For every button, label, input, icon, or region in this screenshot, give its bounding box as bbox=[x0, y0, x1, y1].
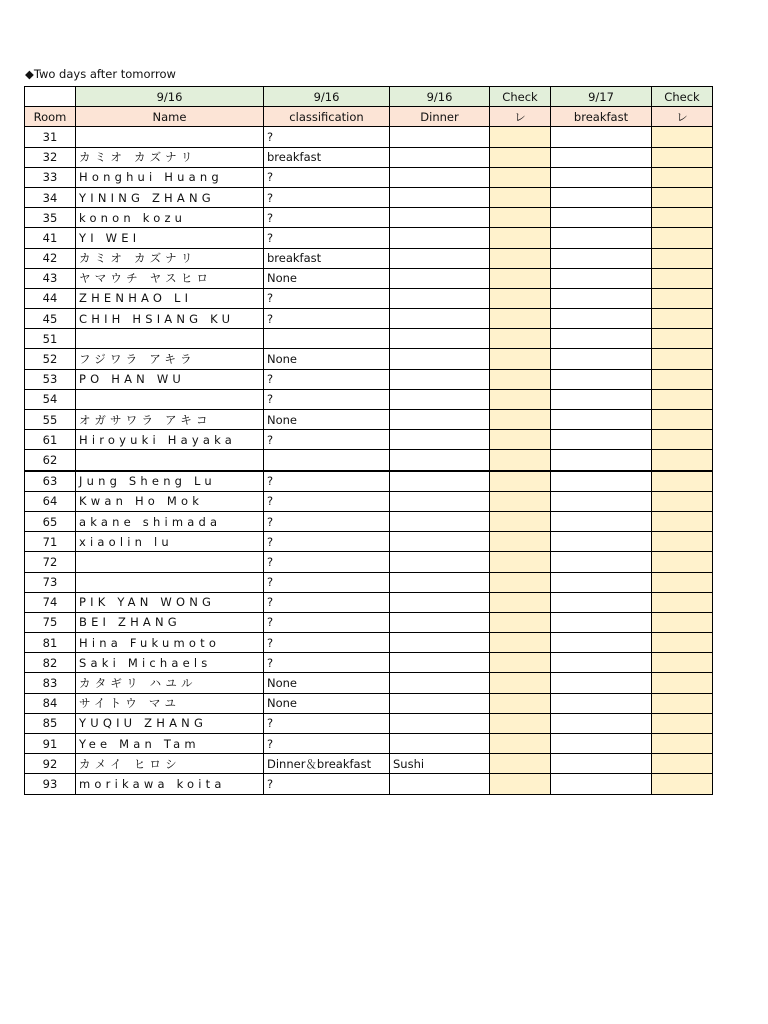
classification-cell[interactable]: ? bbox=[264, 532, 390, 552]
breakfast-cell[interactable] bbox=[551, 693, 652, 713]
breakfast-check-cell[interactable] bbox=[652, 693, 713, 713]
room-cell[interactable]: 73 bbox=[25, 572, 76, 592]
dinner-check-cell[interactable] bbox=[490, 369, 551, 389]
breakfast-check-cell[interactable] bbox=[652, 511, 713, 531]
dinner-cell[interactable] bbox=[390, 369, 490, 389]
table-row bbox=[25, 268, 713, 288]
table-row bbox=[25, 349, 713, 369]
dinner-cell[interactable] bbox=[390, 450, 490, 471]
classification-cell[interactable]: ? bbox=[264, 187, 390, 207]
breakfast-check-cell[interactable] bbox=[652, 471, 713, 492]
table-row bbox=[25, 248, 713, 268]
breakfast-cell[interactable] bbox=[551, 167, 652, 187]
classification-cell[interactable]: ? bbox=[264, 471, 390, 492]
dinner-check-cell[interactable] bbox=[490, 430, 551, 450]
name-cell[interactable] bbox=[76, 389, 264, 409]
table-row bbox=[25, 572, 713, 592]
classification-cell[interactable]: ? bbox=[264, 774, 390, 794]
name-cell[interactable]: カタギリ ハユル bbox=[76, 673, 264, 693]
breakfast-cell[interactable] bbox=[551, 713, 652, 733]
dinner-check-cell[interactable] bbox=[490, 349, 551, 369]
name-cell[interactable]: konon kozu bbox=[76, 208, 264, 228]
name-cell[interactable]: Honghui Huang bbox=[76, 167, 264, 187]
breakfast-cell[interactable] bbox=[551, 471, 652, 492]
room-cell[interactable]: 72 bbox=[25, 552, 76, 572]
dinner-check-cell[interactable] bbox=[490, 288, 551, 308]
breakfast-check-cell[interactable] bbox=[652, 309, 713, 329]
classification-cell[interactable]: ? bbox=[264, 369, 390, 389]
table-row bbox=[25, 369, 713, 389]
dinner-check-cell[interactable] bbox=[490, 410, 551, 430]
breakfast-check-cell[interactable] bbox=[652, 633, 713, 653]
dinner-check-cell[interactable] bbox=[490, 734, 551, 754]
breakfast-cell[interactable] bbox=[551, 511, 652, 531]
room-cell[interactable]: 64 bbox=[25, 491, 76, 511]
breakfast-cell[interactable] bbox=[551, 309, 652, 329]
breakfast-cell[interactable] bbox=[551, 127, 652, 147]
room-cell[interactable]: 74 bbox=[25, 592, 76, 612]
column-header-classification[interactable]: classification bbox=[264, 107, 390, 127]
date-header-check-breakfast[interactable]: Check bbox=[652, 87, 713, 107]
dinner-cell[interactable] bbox=[390, 147, 490, 167]
name-cell[interactable]: PO HAN WU bbox=[76, 369, 264, 389]
breakfast-cell[interactable] bbox=[551, 774, 652, 794]
table-row bbox=[25, 754, 713, 774]
dinner-check-cell[interactable] bbox=[490, 572, 551, 592]
classification-cell[interactable]: ? bbox=[264, 572, 390, 592]
dinner-check-cell[interactable] bbox=[490, 309, 551, 329]
name-cell[interactable]: フジワラ アキラ bbox=[76, 349, 264, 369]
breakfast-check-cell[interactable] bbox=[652, 127, 713, 147]
room-cell[interactable]: 61 bbox=[25, 430, 76, 450]
dinner-check-cell[interactable] bbox=[490, 693, 551, 713]
breakfast-check-cell[interactable] bbox=[652, 450, 713, 471]
table-row bbox=[25, 693, 713, 713]
table-row bbox=[25, 673, 713, 693]
name-cell[interactable]: YUQIU ZHANG bbox=[76, 713, 264, 733]
breakfast-cell[interactable] bbox=[551, 673, 652, 693]
breakfast-check-cell[interactable] bbox=[652, 754, 713, 774]
room-cell[interactable]: 52 bbox=[25, 349, 76, 369]
name-cell[interactable]: xiaolin lu bbox=[76, 532, 264, 552]
dinner-cell[interactable]: Sushi bbox=[390, 754, 490, 774]
table-row bbox=[25, 228, 713, 248]
classification-cell[interactable]: ? bbox=[264, 389, 390, 409]
classification-cell[interactable]: None bbox=[264, 693, 390, 713]
name-cell[interactable] bbox=[76, 572, 264, 592]
table-row bbox=[25, 147, 713, 167]
room-meal-table bbox=[24, 86, 713, 795]
table-row bbox=[25, 430, 713, 450]
room-cell[interactable]: 42 bbox=[25, 248, 76, 268]
table-row bbox=[25, 612, 713, 632]
room-cell[interactable]: 93 bbox=[25, 774, 76, 794]
name-cell[interactable]: CHIH HSIANG KU bbox=[76, 309, 264, 329]
dinner-cell[interactable] bbox=[390, 713, 490, 733]
classification-cell[interactable]: ? bbox=[264, 228, 390, 248]
dinner-cell[interactable] bbox=[390, 167, 490, 187]
dinner-cell[interactable] bbox=[390, 693, 490, 713]
classification-cell[interactable]: ? bbox=[264, 167, 390, 187]
breakfast-cell[interactable] bbox=[551, 208, 652, 228]
dinner-cell[interactable] bbox=[390, 127, 490, 147]
name-cell[interactable]: サイトウ マユ bbox=[76, 693, 264, 713]
breakfast-check-cell[interactable] bbox=[652, 734, 713, 754]
dinner-cell[interactable] bbox=[390, 389, 490, 409]
room-cell[interactable]: 91 bbox=[25, 734, 76, 754]
name-cell[interactable]: akane shimada bbox=[76, 511, 264, 531]
classification-cell[interactable]: None bbox=[264, 349, 390, 369]
dinner-cell[interactable] bbox=[390, 268, 490, 288]
dinner-cell[interactable] bbox=[390, 208, 490, 228]
column-header-breakfast[interactable]: breakfast bbox=[551, 107, 652, 127]
breakfast-cell[interactable] bbox=[551, 491, 652, 511]
breakfast-check-cell[interactable] bbox=[652, 612, 713, 632]
date-header-classification[interactable]: 9/16 bbox=[264, 87, 390, 107]
room-cell[interactable]: 44 bbox=[25, 288, 76, 308]
breakfast-cell[interactable] bbox=[551, 612, 652, 632]
table-row bbox=[25, 774, 713, 794]
column-header-dinner[interactable]: Dinner bbox=[390, 107, 490, 127]
breakfast-check-cell[interactable] bbox=[652, 673, 713, 693]
breakfast-check-cell[interactable] bbox=[652, 430, 713, 450]
classification-cell[interactable]: ? bbox=[264, 491, 390, 511]
table-row bbox=[25, 127, 713, 147]
breakfast-check-cell[interactable] bbox=[652, 592, 713, 612]
breakfast-cell[interactable] bbox=[551, 572, 652, 592]
breakfast-check-cell[interactable] bbox=[652, 389, 713, 409]
dinner-cell[interactable] bbox=[390, 572, 490, 592]
breakfast-check-cell[interactable] bbox=[652, 187, 713, 207]
name-cell[interactable]: PIK YAN WONG bbox=[76, 592, 264, 612]
dinner-cell[interactable] bbox=[390, 491, 490, 511]
dinner-cell[interactable] bbox=[390, 349, 490, 369]
breakfast-cell[interactable] bbox=[551, 228, 652, 248]
dinner-cell[interactable] bbox=[390, 653, 490, 673]
room-cell[interactable]: 53 bbox=[25, 369, 76, 389]
breakfast-check-cell[interactable] bbox=[652, 572, 713, 592]
name-cell[interactable]: カミオ カズナリ bbox=[76, 248, 264, 268]
room-cell[interactable]: 63 bbox=[25, 471, 76, 492]
name-cell[interactable] bbox=[76, 329, 264, 349]
date-header-room[interactable] bbox=[25, 87, 76, 107]
name-cell[interactable] bbox=[76, 552, 264, 572]
classification-cell[interactable]: ? bbox=[264, 552, 390, 572]
dinner-cell[interactable] bbox=[390, 248, 490, 268]
dinner-check-cell[interactable] bbox=[490, 713, 551, 733]
breakfast-cell[interactable] bbox=[551, 349, 652, 369]
dinner-check-cell[interactable] bbox=[490, 450, 551, 471]
date-header-name[interactable]: 9/16 bbox=[76, 87, 264, 107]
classification-cell[interactable]: ? bbox=[264, 633, 390, 653]
classification-cell[interactable]: ? bbox=[264, 592, 390, 612]
dinner-cell[interactable] bbox=[390, 612, 490, 632]
date-header-check-dinner[interactable]: Check bbox=[490, 87, 551, 107]
dinner-cell[interactable] bbox=[390, 532, 490, 552]
dinner-check-cell[interactable] bbox=[490, 167, 551, 187]
breakfast-check-cell[interactable] bbox=[652, 552, 713, 572]
classification-cell[interactable]: ? bbox=[264, 127, 390, 147]
room-cell[interactable]: 54 bbox=[25, 389, 76, 409]
classification-cell[interactable]: ? bbox=[264, 430, 390, 450]
room-cell[interactable]: 35 bbox=[25, 208, 76, 228]
breakfast-cell[interactable] bbox=[551, 633, 652, 653]
table-row bbox=[25, 450, 713, 471]
dinner-check-cell[interactable] bbox=[490, 491, 551, 511]
room-cell[interactable]: 65 bbox=[25, 511, 76, 531]
name-cell[interactable]: BEI ZHANG bbox=[76, 612, 264, 632]
dinner-cell[interactable] bbox=[390, 410, 490, 430]
breakfast-cell[interactable] bbox=[551, 592, 652, 612]
classification-cell[interactable]: None bbox=[264, 410, 390, 430]
dinner-check-cell[interactable] bbox=[490, 511, 551, 531]
breakfast-cell[interactable] bbox=[551, 430, 652, 450]
breakfast-cell[interactable] bbox=[551, 532, 652, 552]
table-row bbox=[25, 288, 713, 308]
name-cell[interactable] bbox=[76, 127, 264, 147]
name-cell[interactable]: ZHENHAO LI bbox=[76, 288, 264, 308]
table-row bbox=[25, 389, 713, 409]
room-cell[interactable]: 43 bbox=[25, 268, 76, 288]
table-row bbox=[25, 208, 713, 228]
room-cell[interactable]: 85 bbox=[25, 713, 76, 733]
dinner-cell[interactable] bbox=[390, 471, 490, 492]
dinner-cell[interactable] bbox=[390, 430, 490, 450]
name-cell[interactable]: カミオ カズナリ bbox=[76, 147, 264, 167]
date-header-row bbox=[25, 87, 713, 107]
dinner-cell[interactable] bbox=[390, 673, 490, 693]
breakfast-check-cell[interactable] bbox=[652, 349, 713, 369]
classification-cell[interactable]: breakfast bbox=[264, 248, 390, 268]
room-cell[interactable]: 84 bbox=[25, 693, 76, 713]
room-cell[interactable]: 81 bbox=[25, 633, 76, 653]
name-cell[interactable]: Jung Sheng Lu bbox=[76, 471, 264, 492]
room-cell[interactable]: 92 bbox=[25, 754, 76, 774]
name-cell[interactable]: Kwan Ho Mok bbox=[76, 491, 264, 511]
column-header-room[interactable]: Room bbox=[25, 107, 76, 127]
dinner-check-cell[interactable] bbox=[490, 774, 551, 794]
dinner-check-cell[interactable] bbox=[490, 612, 551, 632]
classification-cell[interactable]: ? bbox=[264, 734, 390, 754]
dinner-cell[interactable] bbox=[390, 511, 490, 531]
breakfast-cell[interactable] bbox=[551, 552, 652, 572]
breakfast-check-cell[interactable] bbox=[652, 248, 713, 268]
table-row bbox=[25, 552, 713, 572]
table-row bbox=[25, 511, 713, 531]
room-cell[interactable]: 45 bbox=[25, 309, 76, 329]
classification-cell[interactable]: None bbox=[264, 673, 390, 693]
room-cell[interactable]: 75 bbox=[25, 612, 76, 632]
column-header-row bbox=[25, 107, 713, 127]
table-row bbox=[25, 653, 713, 673]
room-cell[interactable]: 32 bbox=[25, 147, 76, 167]
name-cell[interactable]: ヤマウチ ヤスヒロ bbox=[76, 268, 264, 288]
breakfast-cell[interactable] bbox=[551, 754, 652, 774]
name-cell[interactable]: YINING ZHANG bbox=[76, 187, 264, 207]
dinner-check-cell[interactable] bbox=[490, 673, 551, 693]
breakfast-cell[interactable] bbox=[551, 288, 652, 308]
dinner-check-cell[interactable] bbox=[490, 228, 551, 248]
table-row bbox=[25, 187, 713, 207]
table-row bbox=[25, 633, 713, 653]
breakfast-check-cell[interactable] bbox=[652, 167, 713, 187]
table-row bbox=[25, 592, 713, 612]
classification-cell[interactable]: ? bbox=[264, 309, 390, 329]
breakfast-cell[interactable] bbox=[551, 369, 652, 389]
dinner-cell[interactable] bbox=[390, 187, 490, 207]
breakfast-check-cell[interactable] bbox=[652, 653, 713, 673]
classification-cell[interactable] bbox=[264, 450, 390, 471]
date-header-breakfast[interactable]: 9/17 bbox=[551, 87, 652, 107]
dinner-check-cell[interactable] bbox=[490, 389, 551, 409]
breakfast-check-cell[interactable] bbox=[652, 288, 713, 308]
dinner-check-cell[interactable] bbox=[490, 329, 551, 349]
breakfast-check-cell[interactable] bbox=[652, 369, 713, 389]
dinner-check-cell[interactable] bbox=[490, 754, 551, 774]
breakfast-cell[interactable] bbox=[551, 734, 652, 754]
dinner-check-cell[interactable] bbox=[490, 653, 551, 673]
classification-cell[interactable]: ? bbox=[264, 653, 390, 673]
breakfast-cell[interactable] bbox=[551, 268, 652, 288]
table-row bbox=[25, 167, 713, 187]
room-cell[interactable]: 83 bbox=[25, 673, 76, 693]
breakfast-check-cell[interactable] bbox=[652, 410, 713, 430]
name-cell[interactable]: morikawa koita bbox=[76, 774, 264, 794]
table-row bbox=[25, 491, 713, 511]
table-row bbox=[25, 713, 713, 733]
dinner-check-cell[interactable] bbox=[490, 248, 551, 268]
breakfast-check-cell[interactable] bbox=[652, 329, 713, 349]
date-header-dinner[interactable]: 9/16 bbox=[390, 87, 490, 107]
dinner-check-cell[interactable] bbox=[490, 187, 551, 207]
dinner-check-cell[interactable] bbox=[490, 633, 551, 653]
breakfast-cell[interactable] bbox=[551, 248, 652, 268]
breakfast-check-cell[interactable] bbox=[652, 713, 713, 733]
classification-cell[interactable]: Dinner＆breakfast bbox=[264, 754, 390, 774]
name-cell[interactable]: オガサワラ アキコ bbox=[76, 410, 264, 430]
dinner-check-cell[interactable] bbox=[490, 552, 551, 572]
room-cell[interactable]: 34 bbox=[25, 187, 76, 207]
breakfast-check-cell[interactable] bbox=[652, 268, 713, 288]
room-cell[interactable]: 31 bbox=[25, 127, 76, 147]
room-cell[interactable]: 41 bbox=[25, 228, 76, 248]
name-cell[interactable]: YI WEI bbox=[76, 228, 264, 248]
dinner-check-cell[interactable] bbox=[490, 268, 551, 288]
room-cell[interactable]: 71 bbox=[25, 532, 76, 552]
sheet-title: ◆Two days after tomorrow bbox=[25, 67, 176, 81]
table-row bbox=[25, 734, 713, 754]
table-row bbox=[25, 471, 713, 492]
breakfast-cell[interactable] bbox=[551, 450, 652, 471]
dinner-cell[interactable] bbox=[390, 592, 490, 612]
breakfast-cell[interactable] bbox=[551, 329, 652, 349]
name-cell[interactable] bbox=[76, 450, 264, 471]
dinner-cell[interactable] bbox=[390, 774, 490, 794]
name-cell[interactable]: Hiroyuki Hayaka bbox=[76, 430, 264, 450]
dinner-check-cell[interactable] bbox=[490, 471, 551, 492]
dinner-cell[interactable] bbox=[390, 633, 490, 653]
breakfast-cell[interactable] bbox=[551, 187, 652, 207]
column-header-name[interactable]: Name bbox=[76, 107, 264, 127]
room-cell[interactable]: 82 bbox=[25, 653, 76, 673]
breakfast-check-cell[interactable] bbox=[652, 208, 713, 228]
dinner-cell[interactable] bbox=[390, 329, 490, 349]
classification-cell[interactable]: breakfast bbox=[264, 147, 390, 167]
classification-cell[interactable]: ? bbox=[264, 713, 390, 733]
breakfast-cell[interactable] bbox=[551, 147, 652, 167]
dinner-check-cell[interactable] bbox=[490, 532, 551, 552]
dinner-check-cell[interactable] bbox=[490, 127, 551, 147]
classification-cell[interactable] bbox=[264, 329, 390, 349]
dinner-cell[interactable] bbox=[390, 734, 490, 754]
name-cell[interactable]: Saki Michaels bbox=[76, 653, 264, 673]
classification-cell[interactable]: ? bbox=[264, 612, 390, 632]
table-row bbox=[25, 410, 713, 430]
breakfast-check-cell[interactable] bbox=[652, 774, 713, 794]
name-cell[interactable]: カメイ ヒロシ bbox=[76, 754, 264, 774]
classification-cell[interactable]: ? bbox=[264, 511, 390, 531]
breakfast-cell[interactable] bbox=[551, 389, 652, 409]
table-row bbox=[25, 309, 713, 329]
classification-cell[interactable]: None bbox=[264, 268, 390, 288]
breakfast-check-cell[interactable] bbox=[652, 532, 713, 552]
room-cell[interactable]: 51 bbox=[25, 329, 76, 349]
table-row bbox=[25, 532, 713, 552]
dinner-check-cell[interactable] bbox=[490, 208, 551, 228]
dinner-check-cell[interactable] bbox=[490, 592, 551, 612]
breakfast-check-cell[interactable] bbox=[652, 228, 713, 248]
room-cell[interactable]: 33 bbox=[25, 167, 76, 187]
dinner-check-cell[interactable] bbox=[490, 147, 551, 167]
dinner-cell[interactable] bbox=[390, 288, 490, 308]
column-header-check-dinner[interactable]: レ bbox=[490, 107, 551, 127]
column-header-check-breakfast[interactable]: レ bbox=[652, 107, 713, 127]
name-cell[interactable]: Yee Man Tam bbox=[76, 734, 264, 754]
table-row bbox=[25, 329, 713, 349]
breakfast-cell[interactable] bbox=[551, 410, 652, 430]
name-cell[interactable]: Hina Fukumoto bbox=[76, 633, 264, 653]
classification-cell[interactable]: ? bbox=[264, 208, 390, 228]
dinner-cell[interactable] bbox=[390, 309, 490, 329]
breakfast-check-cell[interactable] bbox=[652, 147, 713, 167]
room-cell[interactable]: 62 bbox=[25, 450, 76, 471]
classification-cell[interactable]: ? bbox=[264, 288, 390, 308]
room-cell[interactable]: 55 bbox=[25, 410, 76, 430]
dinner-cell[interactable] bbox=[390, 228, 490, 248]
dinner-cell[interactable] bbox=[390, 552, 490, 572]
breakfast-cell[interactable] bbox=[551, 653, 652, 673]
breakfast-check-cell[interactable] bbox=[652, 491, 713, 511]
